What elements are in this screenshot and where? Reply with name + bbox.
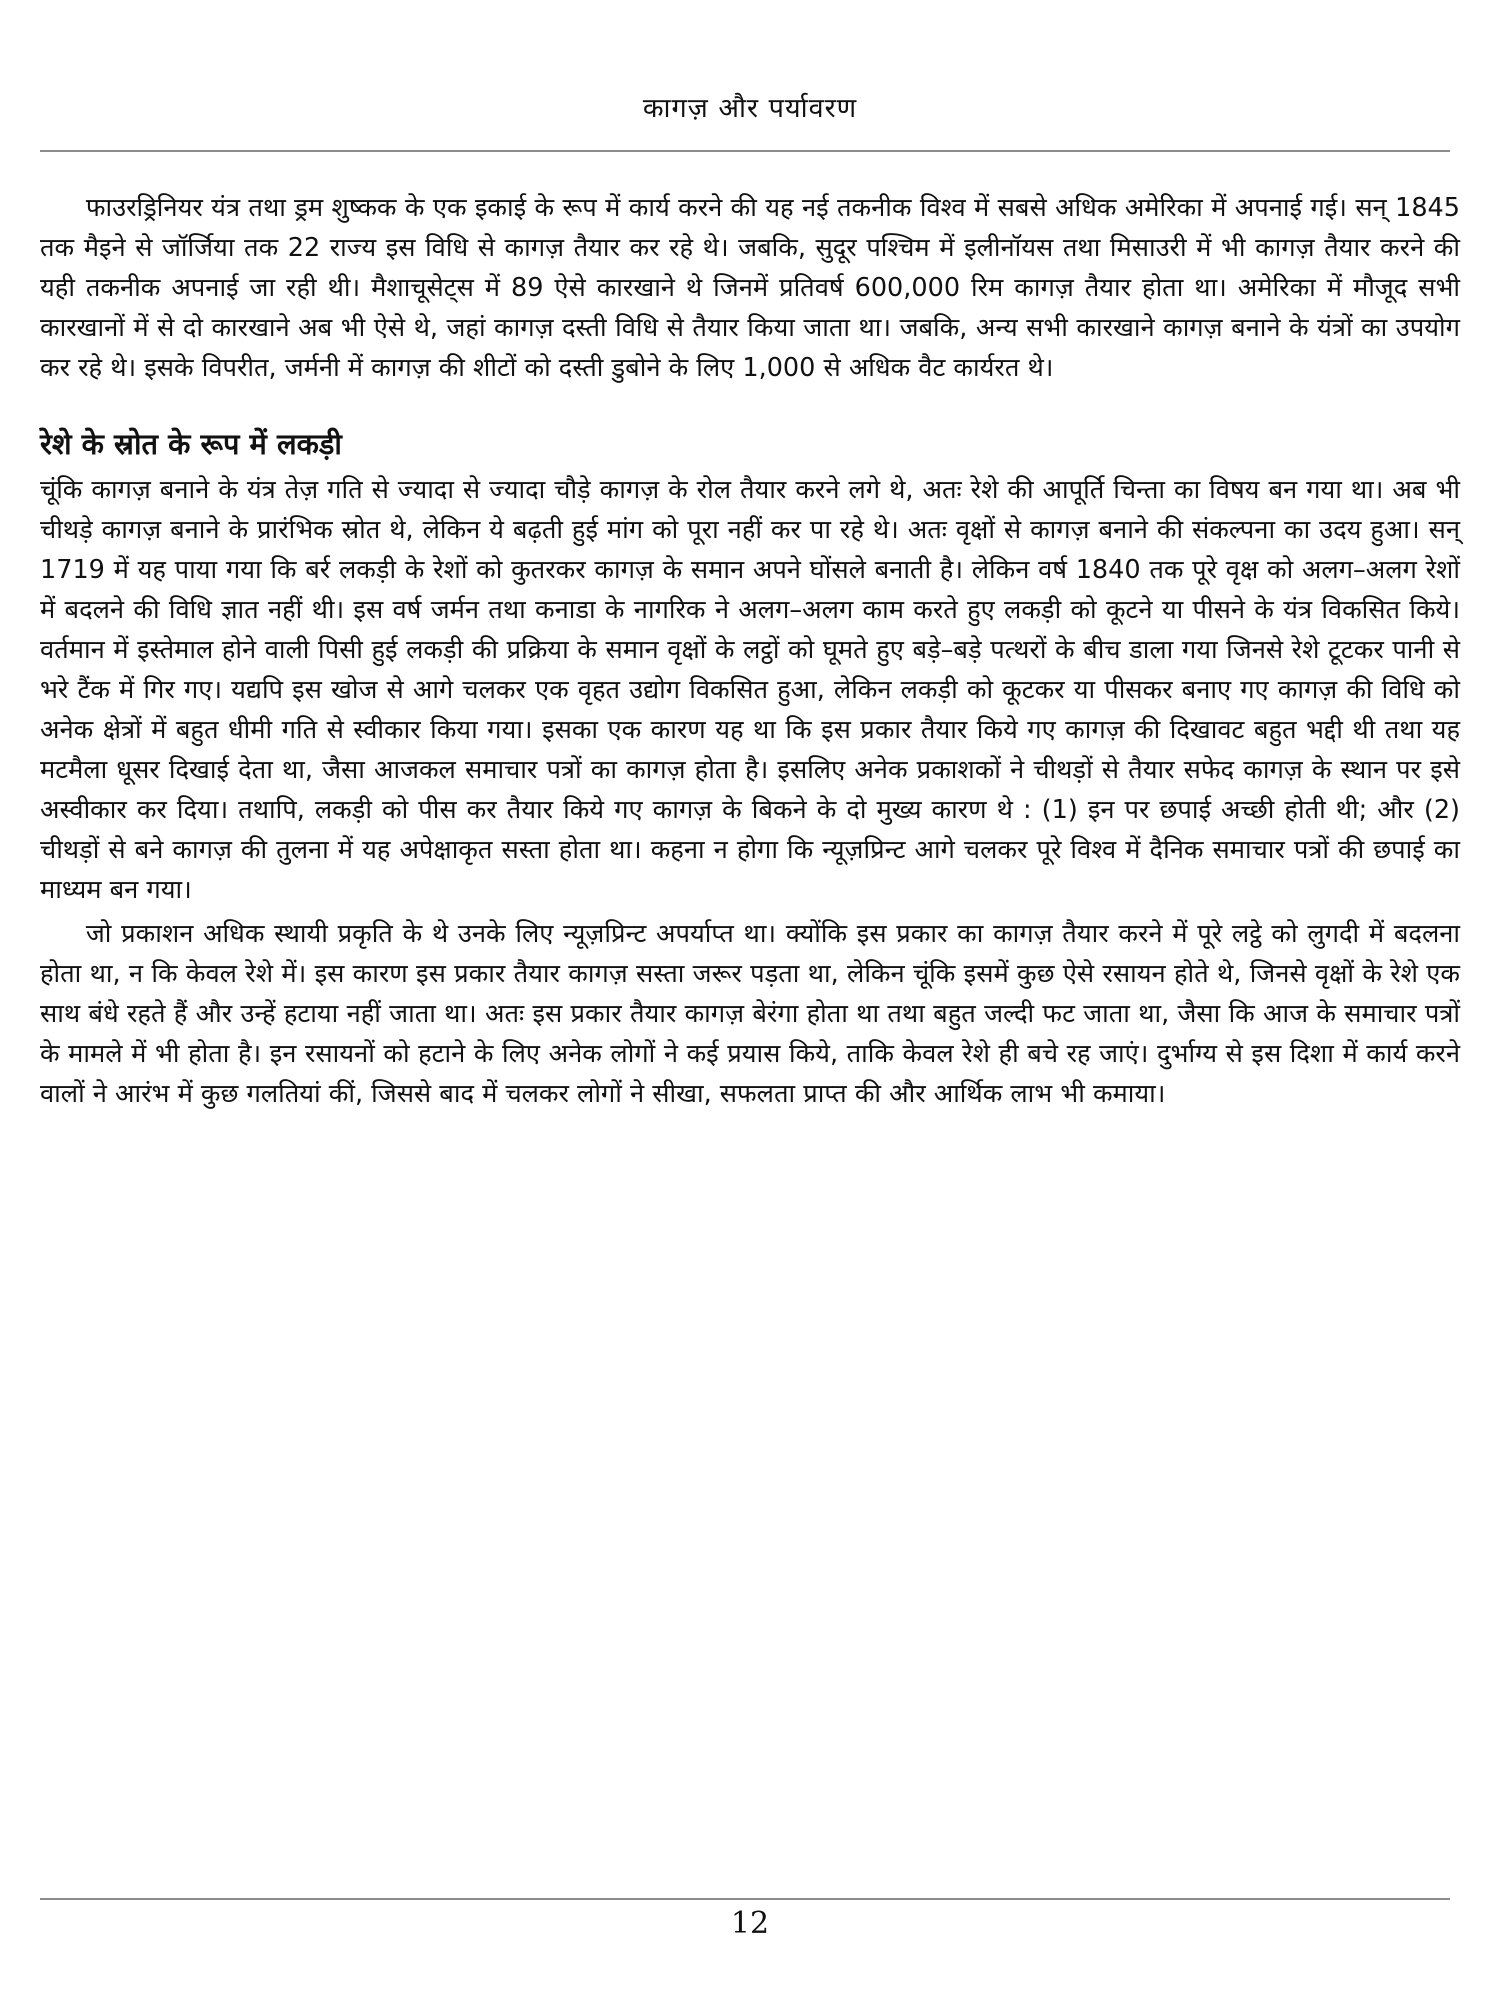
running-header-title: कागज़ और पर्यावरण: [642, 93, 858, 124]
page-number: 12: [730, 1906, 770, 1941]
intro-paragraph: फाउरड्रिनियर यंत्र तथा ड्रम शुष्कक के एक इकाई के रूप में कार्य करने की यह नई तकनीक विश्व में सबसे अधिक अमेरिका में अपनाई गई। सन् 1845 तक मैइने से जॉर्जिया तक 22 राज्य इस विधि से कागज़ तैयार कर रहे थे। जबकि, सुदूर पश्चिम में इलीनॉयस तथा मिसाउरी में भी कागज़ तैयार करने की यही तकनीक अपनाई जा रही थी। मैशाचूसेट्स में 89 ऐसे कारखाने थे जिनमें प्रतिवर्ष 600,000 रिम कागज़ तैयार होता था। अमेरिका में मौजूद सभी कारखानों में से दो कारखाने अब भी ऐसे थे, जहां कागज़ दस्ती विधि से तैयार किया जाता था। जबकि, अन्य सभी कारखाने कागज़ बनाने के यंत्रों का उपयोग कर रहे थे। इसके विपरीत, जर्मनी में कागज़ की शीटों को दस्ती डुबोने के लिए 1,000 से अधिक वैट कार्यरत थे।: [40, 193, 1460, 383]
section-paragraph-1: चूंकि कागज़ बनाने के यंत्र तेज़ गति से ज्यादा से ज्यादा चौड़े कागज़ के रोल तैयार करने लगे थे, अतः रेशे की आपूर्ति चिन्ता का विषय बन गया था। अब भी चीथड़े कागज़ बनाने के प्रारंभिक स्रोत थे, लेकिन ये बढ़ती हुई मांग को पूरा नहीं कर पा रहे थे। अतः वृक्षों से कागज़ बनाने की संकल्पना का उदय हुआ। सन् 1719 में यह पाया गया कि बर्र लकड़ी के रेशों को कुतरकर कागज़ के समान अपने घोंसले बनाती है। लेकिन वर्ष 1840 तक पूरे वृक्ष को अलग–अलग रेशों में बदलने की विधि ज्ञात नहीं थी। इस वर्ष जर्मन तथा कनाडा के नागरिक ने अलग–अलग काम करते हुए लकड़ी को कूटने या पीसने के यंत्र विकसित किये। वर्तमान में इस्तेमाल होने वाली पिसी हुई लकड़ी की प्रक्रिया के समान वृक्षों के लट्ठों को घूमते हुए बड़े–बड़े पत्थरों के बीच डाला गया जिनसे रेशे टूटकर पानी से भरे टैंक में गिर गए। यद्यपि इस खोज से आगे चलकर एक वृहत उद्योग विकसित हुआ, लेकिन लकड़ी को कूटकर या पीसकर बनाए गए कागज़ की विधि को अनेक क्षेत्रों में बहुत धीमी गति से स्वीकार किया गया। इसका एक कारण यह था कि इस प्रकार तैयार किये गए कागज़ की दिखावट बहुत भद्दी थी तथा यह मटमैला धूसर दिखाई देता था, जैसा आजकल समाचार पत्रों का कागज़ होता है। इसलिए अनेक प्रकाशकों ने चीथड़ों से तैयार सफेद कागज़ के स्थान पर इसे अस्वीकार कर दिया। तथापि, लकड़ी को पीस कर तैयार किये गए कागज़ के बिकने के दो मुख्य कारण थे : (1) इन पर छपाई अच्छी होती थी; और (2) चीथड़ों से बने कागज़ की तुलना में यह अपेक्षाकृत सस्ता होता था। कहना न होगा कि न्यूज़प्रिन्ट आगे चलकर पूरे विश्व में दैनिक समाचार पत्रों की छपाई का माध्यम बन गया।: [40, 475, 1460, 905]
footer-divider: [40, 1898, 1450, 1900]
section-heading: रेशे के स्रोत के रूप में लकड़ी: [40, 427, 342, 461]
body-text: [40, 188, 1460, 1114]
section-paragraph-2: जो प्रकाशन अधिक स्थायी प्रकृति के थे उनके लिए न्यूज़प्रिन्ट अपर्याप्त था। क्योंकि इस प्रकार का कागज़ तैयार करने में पूरे लट्ठे को लुगदी में बदलना होता था, न कि केवल रेशे में। इस कारण इस प्रकार तैयार कागज़ सस्ता जरूर पड़ता था, लेकिन चूंकि इसमें कुछ ऐसे रसायन होते थे, जिनसे वृक्षों के रेशे एक साथ बंधे रहते हैं और उन्हें हटाया नहीं जाता था। अतः इस प्रकार तैयार कागज़ बेरंगा होता था तथा बहुत जल्दी फट जाता था, जैसा कि आज के समाचार पत्रों के मामले में भी होता है। इन रसायनों को हटाने के लिए अनेक लोगों ने कई प्रयास किये, ताकि केवल रेशे ही बचे रह जाएं। दुर्भाग्य से इस दिशा में कार्य करने वालों ने आरंभ में कुछ गलतियां कीं, जिससे बाद में चलकर लोगों ने सीखा, सफलता प्राप्त की और आर्थिक लाभ भी कमाया।: [40, 919, 1460, 1109]
header-divider: [40, 150, 1450, 152]
